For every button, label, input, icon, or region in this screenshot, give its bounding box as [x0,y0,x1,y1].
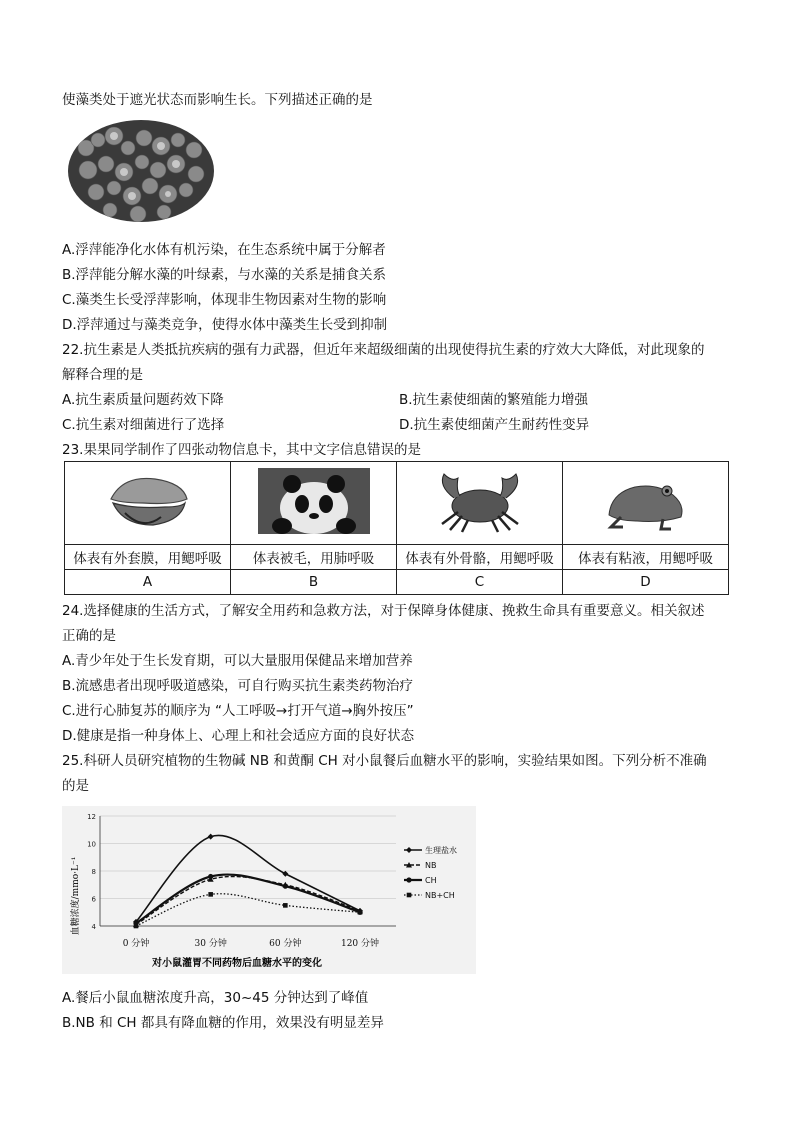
option-21-b: B.浮萍能分解水藻的叶绿素，与水藻的关系是捕食关系 [62,267,387,283]
question-25-line1: 25.科研人员研究植物的生物碱 NB 和黄酮 CH 对小鼠餐后血糖水平的影响，实验结果如图。下列分析不准确 [62,753,707,769]
option-21-c: C.藻类生长受浮萍影响，体现非生物因素对生物的影响 [62,292,387,308]
x-tick-label: 120 分钟 [340,939,380,949]
option-24-c: C.进行心肺复苏的顺序为 “人工呼吸→打开气道→胸外按压” [62,703,414,719]
option-24-b: B.流感患者出现呼吸道感染，可自行购买抗生素类药物治疗 [62,678,414,694]
y-tick-label: 10 [87,840,96,849]
option-24-d: D.健康是指一种身体上、心理上和社会适应方面的良好状态 [62,728,415,744]
question-22-line1: 22.抗生素是人类抵抗疾病的强有力武器，但近年来超级细菌的出现使得抗生素的疗效大大降低，对此现象的 [62,342,705,358]
data-point [283,903,288,908]
y-tick-label: 8 [91,868,96,876]
option-22-b: B.抗生素使细菌的繁殖能力增强 [399,392,589,408]
chart-ylabel: 血糖浓度/mmo·L⁻¹ [71,856,81,936]
card-a-label: A [65,570,231,595]
chart-title: 对小鼠灌胃不同药物后血糖水平的变化 [152,958,322,969]
option-22-c: C.抗生素对细菌进行了选择 [62,417,225,433]
panda-icon [258,468,370,534]
x-tick-label: 0 分钟 [122,939,150,949]
question-25-line2: 的是 [62,778,89,794]
legend-label: 生理盐水 [425,846,457,855]
card-c-label: C [397,570,563,595]
legend-label: CH [425,876,437,885]
animal-cards-table [64,461,729,595]
question-intro-line: 使藻类处于遮光状态而影响生长。下列描述正确的是 [62,92,373,108]
legend-marker [407,893,412,898]
data-point [283,884,288,889]
question-23-line: 23.果果同学制作了四张动物信息卡，其中文字信息错误的是 [62,442,421,458]
clam-icon [103,469,193,533]
option-21-a: A.浮萍能净化水体有机污染，在生态系统中属于分解者 [62,242,386,258]
option-21-d: D.浮萍通过与藻类竞争，使得水体中藻类生长受到抑制 [62,317,388,333]
card-d-label: D [563,570,729,595]
x-tick-label: 30 分钟 [194,939,227,949]
data-point [134,924,139,929]
card-a-text: 体表有外套膜，用鳃呼吸 [65,545,231,570]
crab-icon [424,468,536,534]
card-b-text: 体表被毛，用肺呼吸 [231,545,397,570]
question-24-line1: 24.选择健康的生活方式，了解安全用药和急救方法，对于保障身体健康、挽救生命具有重要意义。相关叙述 [62,603,705,619]
card-b-image [231,462,397,545]
card-a-image [65,462,231,545]
duckweed-photo [66,118,216,224]
card-c-text: 体表有外骨骼，用鳃呼吸 [397,545,563,570]
y-tick-label: 4 [91,923,96,931]
option-24-a: A.青少年处于生长发育期，可以大量服用保健品来增加营养 [62,653,413,669]
data-point [358,910,363,915]
card-d-text: 体表有粘液，用鳃呼吸 [563,545,729,570]
blood-glucose-chart [62,806,476,974]
legend-marker [406,877,411,882]
legend-label: NB [425,861,437,870]
option-25-b: B.NB 和 CH 都具有降血糖的作用，效果没有明显差异 [62,1015,384,1031]
question-22-line2: 解释合理的是 [62,367,143,383]
legend-label: NB+CH [425,891,455,900]
x-tick-label: 60 分钟 [269,939,302,949]
card-d-image [563,462,729,545]
option-22-a: A.抗生素质量问题药效下降 [62,392,224,408]
y-tick-label: 12 [87,813,96,821]
option-25-a: A.餐后小鼠血糖浓度升高，30~45 分钟达到了峰值 [62,990,369,1006]
data-point [208,892,213,897]
card-c-image [397,462,563,545]
data-point [208,874,213,879]
option-22-d: D.抗生素使细菌产生耐药性变异 [399,417,590,433]
card-b-label: B [231,570,397,595]
question-24-line2: 正确的是 [62,628,116,644]
y-tick-label: 6 [91,895,96,904]
frog-icon [601,471,691,531]
